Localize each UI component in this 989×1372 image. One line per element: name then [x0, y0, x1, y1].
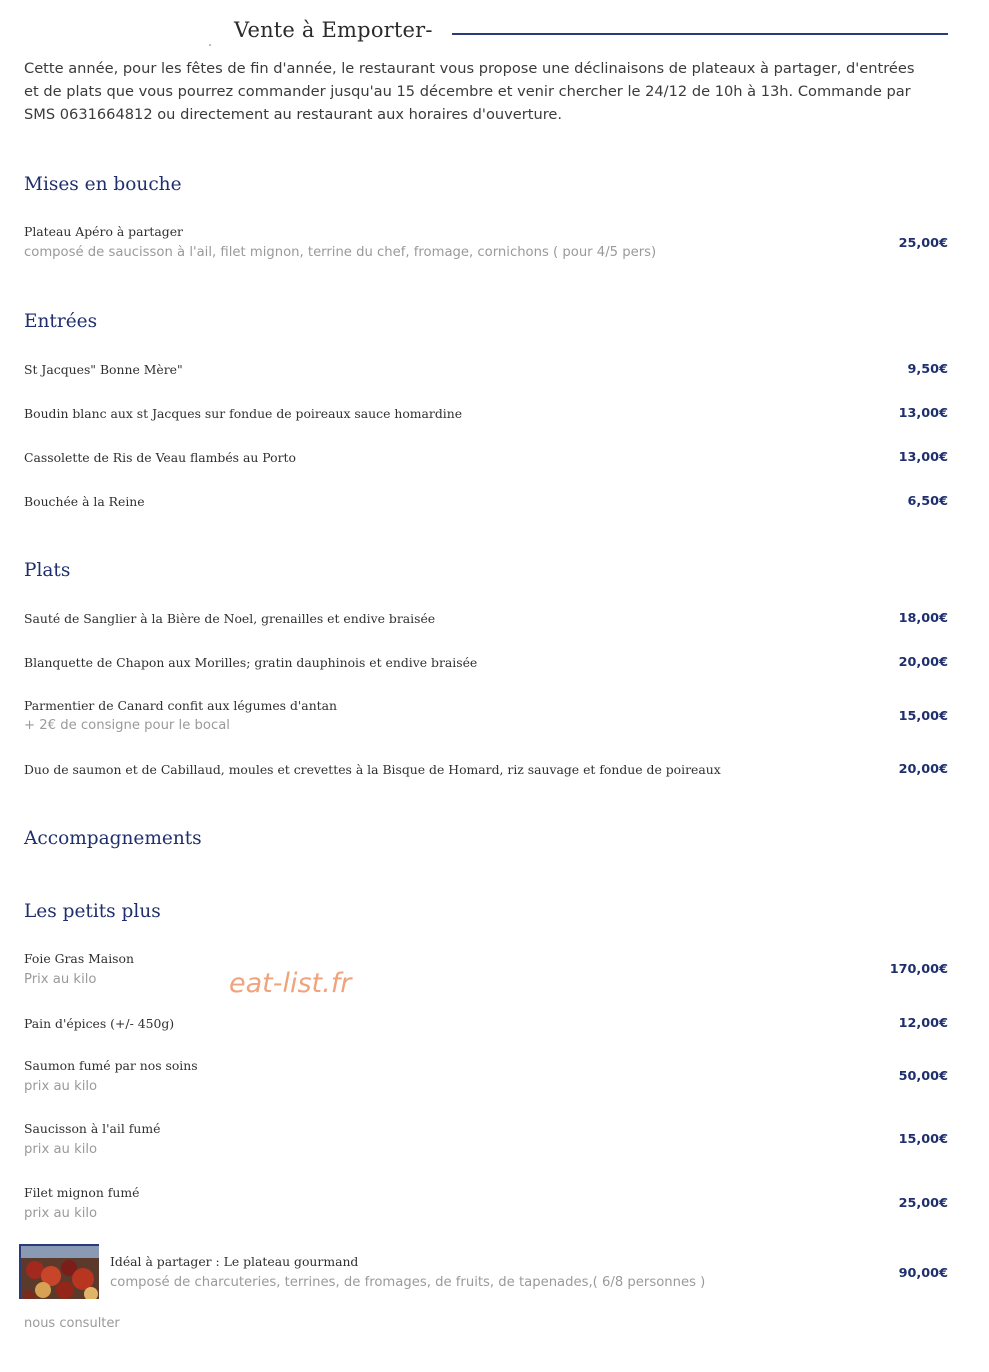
section-title-plats: Plats	[24, 560, 71, 581]
item-description: prix au kilo	[24, 1206, 98, 1221]
menu-item	[24, 222, 948, 266]
item-name: Duo de saumon et de Cabillaud, moules et crevettes à la Bisque de Homard, riz sauvage et fondue de poireaux	[24, 762, 721, 777]
item-name: Filet mignon fumé	[24, 1185, 140, 1200]
menu-item	[24, 762, 948, 780]
item-name: Blanquette de Chapon aux Morilles; gratin dauphinois et endive braisée	[24, 655, 478, 670]
item-price: 15,00€	[898, 709, 948, 724]
menu-item	[24, 1184, 948, 1228]
item-price: 15,00€	[898, 1132, 948, 1147]
item-name: Boudin blanc aux st Jacques sur fondue de poireaux sauce homardine	[24, 406, 463, 421]
menu-item	[24, 450, 948, 468]
item-price: 25,00€	[898, 236, 948, 251]
item-name: Idéal à partager : Le plateau gourmand	[110, 1254, 359, 1269]
menu-item	[24, 1120, 948, 1164]
item-price: 25,00€	[898, 1196, 948, 1211]
menu-item	[110, 1253, 948, 1297]
intro-line: SMS 0631664812 ou directement au restaurant aux horaires d'ouverture.	[24, 106, 563, 123]
item-price: 13,00€	[898, 406, 948, 421]
item-name: Saucisson à l'ail fumé	[24, 1121, 161, 1136]
watermark: eat-list.fr	[229, 968, 352, 999]
item-name: Pain d'épices (+/- 450g)	[24, 1016, 175, 1031]
item-name: Plateau Apéro à partager	[24, 224, 183, 239]
section-title-les-petits-plus: Les petits plus	[24, 901, 161, 922]
item-name: Bouchée à la Reine	[24, 494, 145, 509]
item-description: composé de charcuteries, terrines, de fromages, de fruits, de tapenades,( 6/8 personnes )	[110, 1275, 706, 1290]
intro-text	[24, 57, 954, 126]
item-price: 18,00€	[898, 611, 948, 626]
intro-line: Cette année, pour les fêtes de fin d'année, le restaurant vous propose une déclinaisons de plateaux à partager, d'entrées	[24, 60, 915, 77]
decorative-dot	[209, 44, 211, 46]
item-name: Cassolette de Ris de Veau flambés au Porto	[24, 450, 296, 465]
intro-line: et de plats que vous pourrez commander jusqu'au 15 décembre et venir chercher le 24/12 de 10h à 13h. Commande par	[24, 83, 911, 100]
item-price: 9,50€	[907, 362, 948, 377]
item-description: composé de saucisson à l'ail, filet mignon, terrine du chef, fromage, cornichons ( pour 4/5 pers)	[24, 245, 657, 260]
item-name: Parmentier de Canard confit aux légumes d'antan	[24, 698, 338, 713]
item-description: Prix au kilo	[24, 972, 97, 987]
item-price: 50,00€	[898, 1069, 948, 1084]
item-description: prix au kilo	[24, 1142, 98, 1157]
section-title-mises-en-bouche: Mises en bouche	[24, 174, 182, 195]
item-price: 170,00€	[889, 962, 948, 977]
menu-item	[24, 1057, 948, 1101]
plateau-gourmand-photo	[19, 1244, 99, 1299]
menu-item	[24, 362, 948, 380]
menu-item	[24, 655, 948, 673]
item-name: Sauté de Sanglier à la Bière de Noel, grenailles et endive braisée	[24, 611, 436, 626]
section-title-accompagnements: Accompagnements	[24, 828, 202, 849]
menu-item	[24, 950, 948, 994]
menu-item	[24, 494, 948, 512]
item-name: Saumon fumé par nos soins	[24, 1058, 198, 1073]
item-price: 6,50€	[907, 494, 948, 509]
menu-item	[24, 611, 948, 629]
menu-item	[24, 1016, 948, 1034]
title-rule	[452, 33, 948, 35]
item-price: 20,00€	[898, 762, 948, 777]
item-description: prix au kilo	[24, 1079, 98, 1094]
header	[0, 18, 989, 50]
footer-note: nous consulter	[24, 1316, 120, 1331]
item-price: 90,00€	[898, 1266, 948, 1281]
menu-item	[24, 406, 948, 424]
section-title-entrees: Entrées	[24, 311, 98, 332]
item-description: + 2€ de consigne pour le bocal	[24, 718, 230, 733]
item-price: 12,00€	[898, 1016, 948, 1031]
page-title: Vente à Emporter-	[234, 18, 433, 42]
item-price: 13,00€	[898, 450, 948, 465]
food-photo-icon	[21, 1246, 99, 1299]
item-name: St Jacques" Bonne Mère"	[24, 362, 183, 377]
menu-item	[24, 696, 948, 740]
item-price: 20,00€	[898, 655, 948, 670]
item-name: Foie Gras Maison	[24, 951, 134, 966]
